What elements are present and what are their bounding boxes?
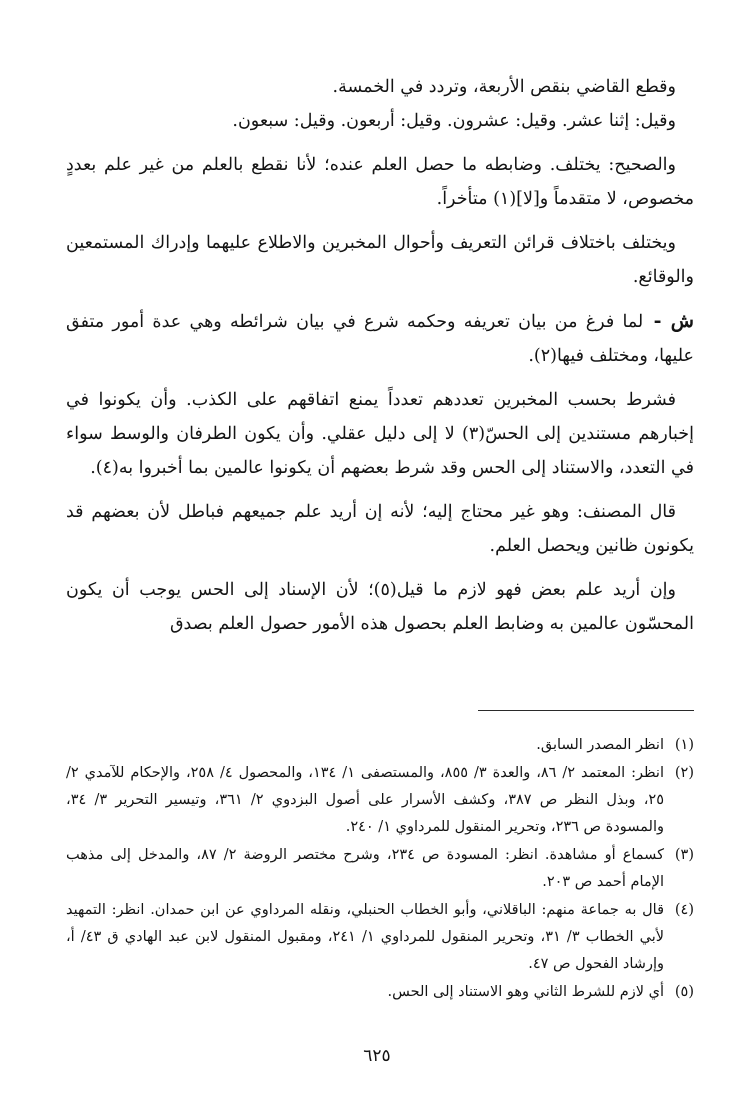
footnote-text: انظر المصدر السابق. <box>536 737 664 753</box>
paragraph: قال المصنف: وهو غير محتاج إليه؛ لأنه إن أريد علم جميعهم فباطل لأن بعضهم قد يكونون ظانين ويحصل العلم. <box>66 502 694 556</box>
paragraph: والصحيح: يختلف. وضابطه ما حصل العلم عنده؛ لأنا نقطع بالعلم من غير علم بعددٍ مخصوص، لا متقدماً و[لا](١) متأخراً. <box>66 155 694 209</box>
footnote <box>66 897 694 978</box>
paragraph: وقطع القاضي بنقص الأربعة، وتردد في الخمسة. <box>332 77 676 97</box>
footnote-number: (٢) <box>674 765 694 781</box>
main-text <box>66 70 694 641</box>
paragraph: فشرط بحسب المخبرين تعددهم تعدداً يمنع اتفاقهم على الكذب. وأن يكونوا في إخبارهم مستندين إلى الحسّ(٣) لا إلى دليل عقلي. وأن يكون الطرفان والوسط سواء في التعدد، والاستناد إلى الحس وقد شرط بعضهم أن يكونوا عالمين بما أخبروا به(٤). <box>66 390 694 478</box>
footnote-number: (٤) <box>674 902 694 918</box>
paragraph: وقيل: إثنا عشر. وقيل: عشرون. وقيل: أربعون. وقيل: سبعون. <box>232 111 676 131</box>
paragraph: وإن أريد علم بعض فهو لازم ما قيل(٥)؛ لأن الإسناد إلى الحس يوجب أن يكون المحسّون عالمين به وضابط العلم بحصول هذه الأمور حصول العلم بصدق <box>66 580 694 634</box>
footnote <box>66 842 694 896</box>
footnote-text: قال به جماعة منهم: الباقلاني، وأبو الخطاب الحنبلي، ونقله المرداوي عن ابن حمدان. انظر: التمهيد لأبي الخطاب ٣/ ٣١، وتحرير المنقول للمرداوي ١/ ٢٤١، ومقبول المنقول لابن عبد الهادي ق ٤٣/ أ، وإرشاد الفحول ص ٤٧. <box>66 902 665 972</box>
footnote-text: كسماع أو مشاهدة. انظر: المسودة ص ٢٣٤، وشرح مختصر الروضة ٢/ ٨٧، والمدخل إلى مذهب الإمام أحمد ص ٢٠٣. <box>66 847 664 890</box>
footnote <box>66 979 694 1006</box>
paragraph: ويختلف باختلاف قرائن التعريف وأحوال المخبرين والاطلاع عليهما وإدراك المستمعين والوقائع. <box>66 233 694 287</box>
footnote <box>66 732 694 759</box>
page-number: ٦٢٥ <box>363 1046 391 1066</box>
footnote-separator <box>478 710 694 711</box>
footnote-text: أي لازم للشرط الثاني وهو الاستناد إلى الحس. <box>387 984 664 1000</box>
paragraph-text: لما فرغ من بيان تعريفه وحكمه شرع في بيان شرائطه وهي عدة أمور متفق عليها، ومختلف فيها(٢). <box>66 312 694 366</box>
footnote-number: (٥) <box>674 984 694 1000</box>
sharh-marker: ش - <box>653 310 694 332</box>
sharh-paragraph <box>66 304 694 373</box>
footnote-number: (١) <box>674 737 694 753</box>
footnote-text: انظر: المعتمد ٢/ ٨٦، والعدة ٣/ ٨٥٥، والمستصفى ١/ ١٣٤، والمحصول ٤/ ٢٥٨، والإحكام للآمدي ٢/ ٢٥، وبذل النظر ص ٣٨٧، وكشف الأسرار على أصول البزدوي ٢/ ٣٦١، وتيسير التحرير ٣/ ٣٤، والمسودة ص ٢٣٦، وتحرير المنقول للمرداوي ١/ ٢٤٠. <box>66 765 664 835</box>
footnote-number: (٣) <box>674 847 694 863</box>
footnote <box>66 760 694 841</box>
footnotes <box>66 732 694 1007</box>
